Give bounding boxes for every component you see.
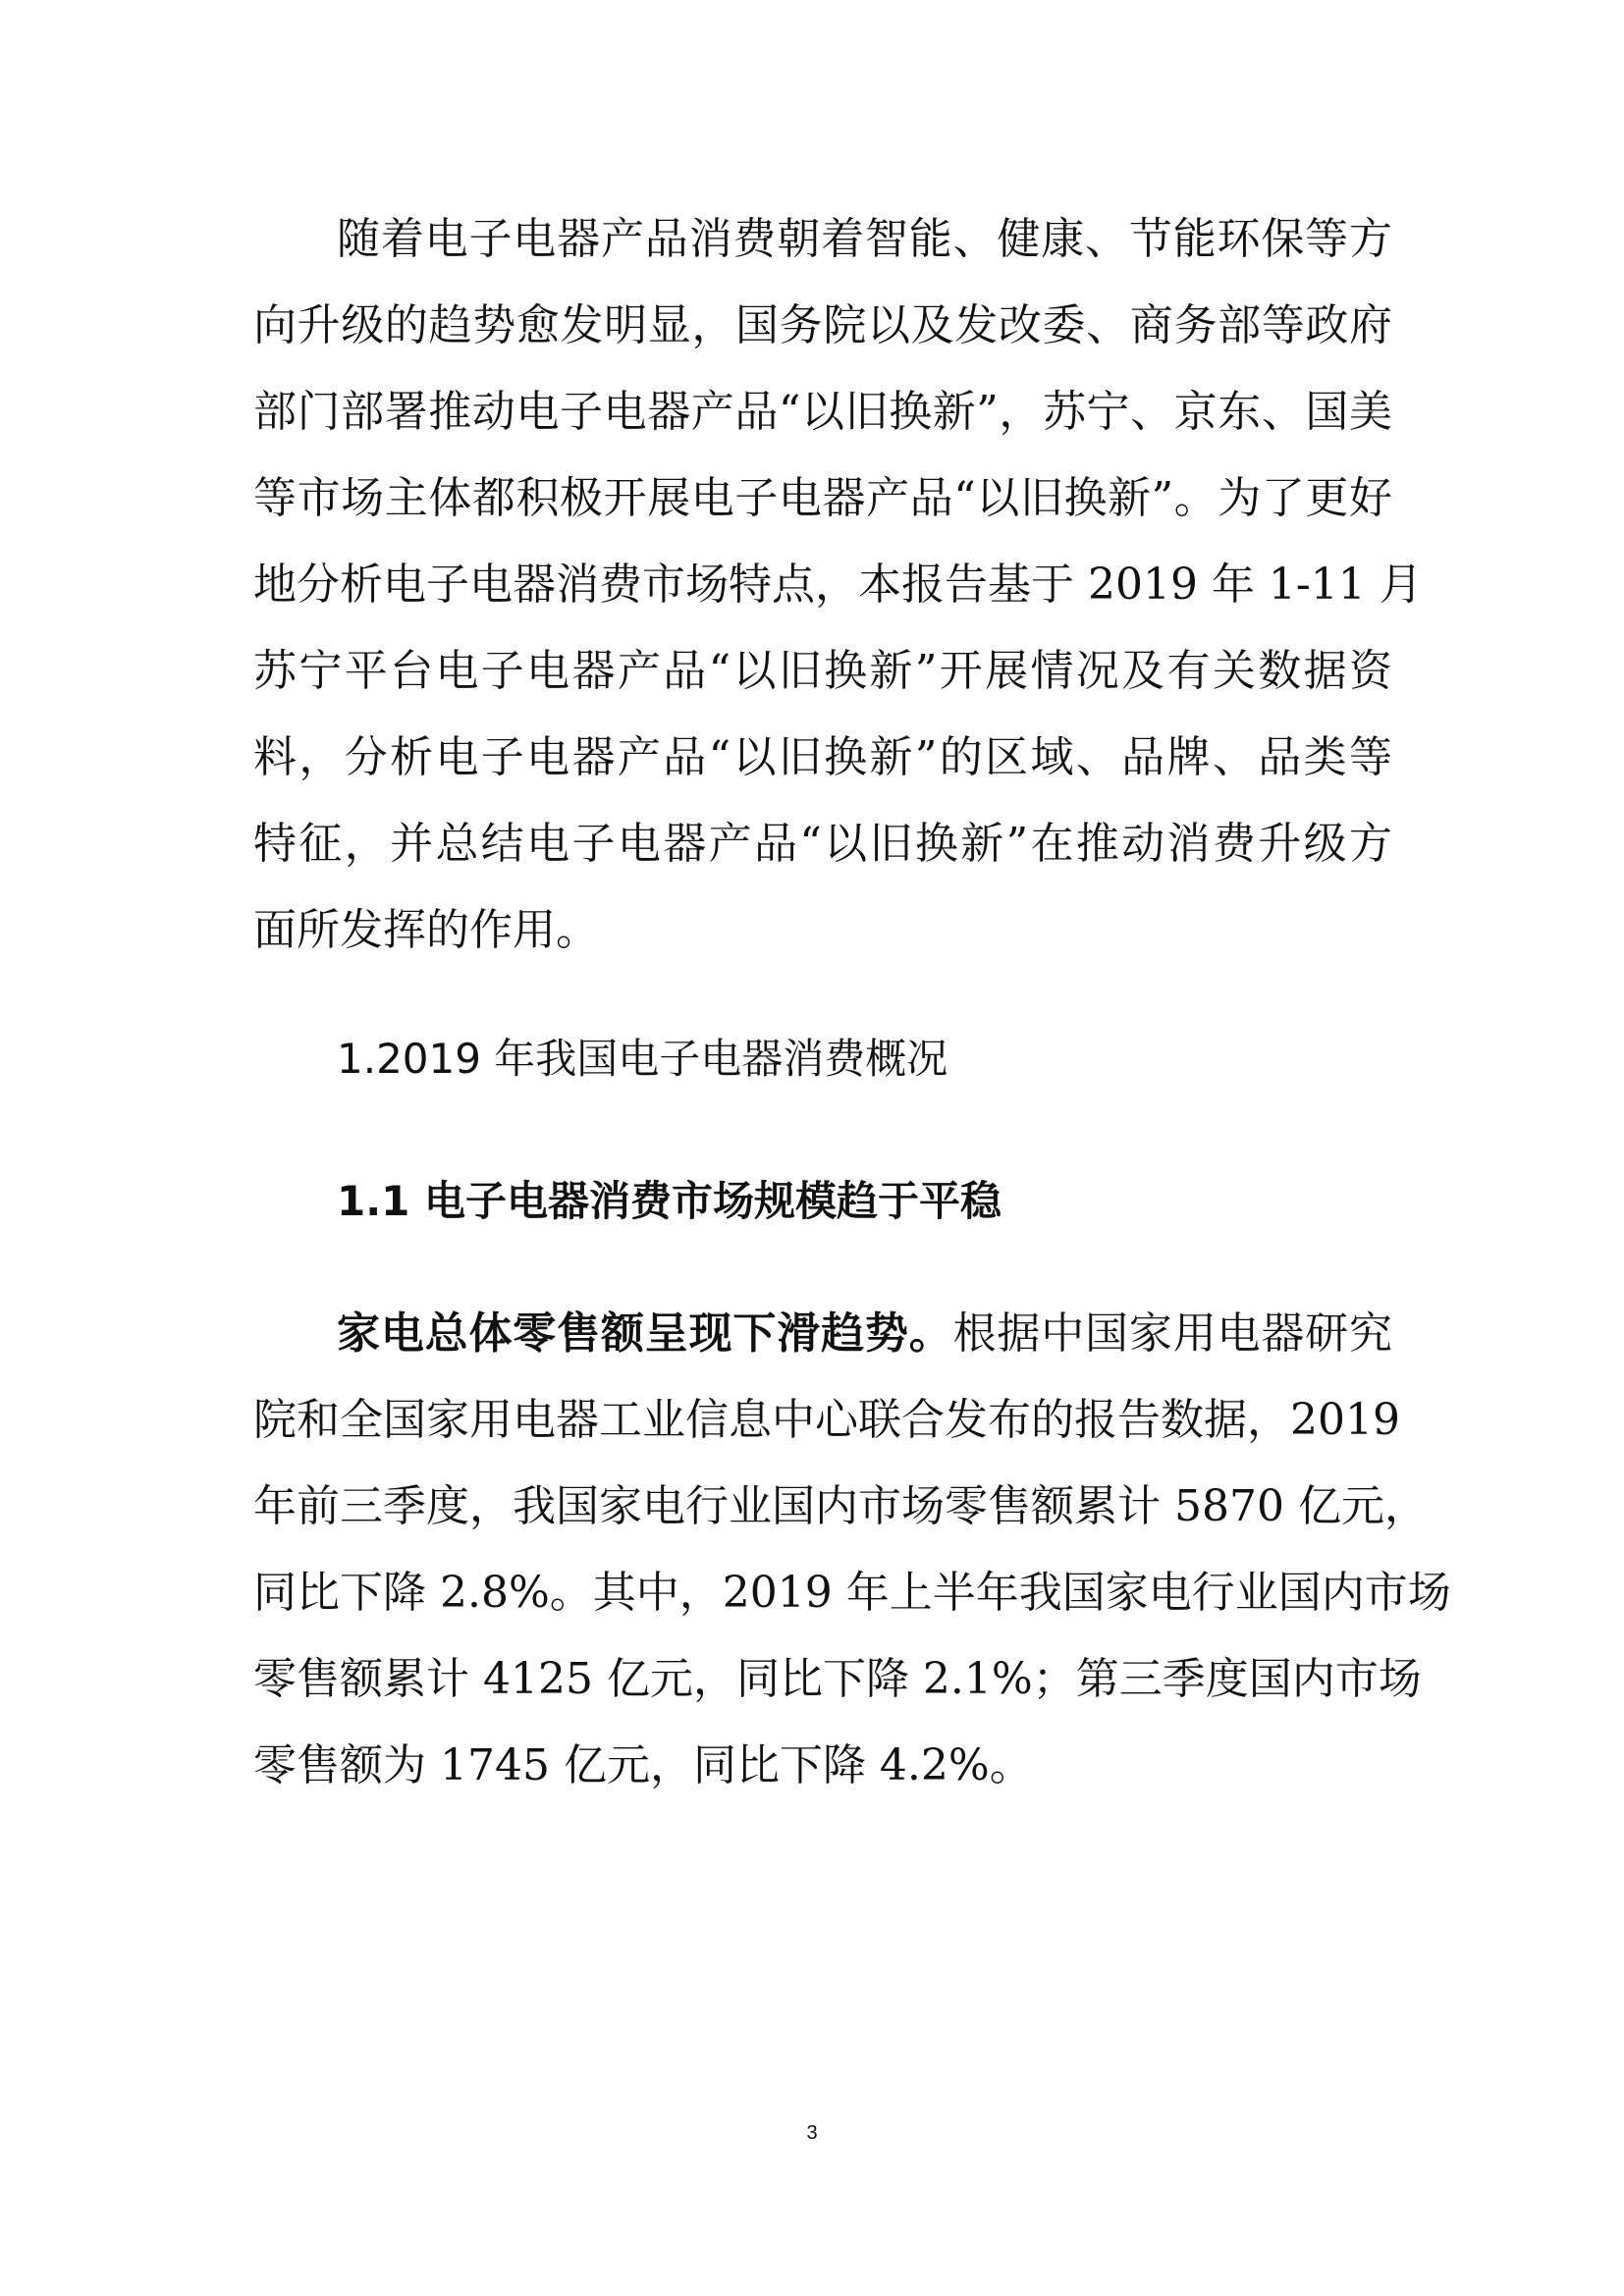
intro-line-8: 特征，并总结电子电器产品“以旧换新”在推动消费升级方 <box>253 819 1392 869</box>
intro-line-4: 等市场主体都积极开展电子电器产品“以旧换新”。为了更好 <box>253 473 1392 523</box>
section-1-1-line-5: 零售额累计 4125 亿元，同比下降 2.1%；第三季度国内市场 <box>253 1654 1422 1704</box>
section-1-1-line-6: 零售额为 1745 亿元，同比下降 4.2%。 <box>253 1740 1033 1790</box>
intro-line-5: 地分析电子电器消费市场特点，本报告基于 2019 年 1-11 月 <box>253 560 1423 610</box>
intro-line-6: 苏宁平台电子电器产品“以旧换新”开展情况及有关数据资 <box>253 646 1392 696</box>
lead-continuation: 根据中国家用电器研究 <box>952 1308 1393 1359</box>
section-1-1-line-1 <box>337 1308 1393 1359</box>
intro-line-1: 随着电子电器产品消费朝着智能、健康、节能环保等方 <box>337 214 1392 264</box>
intro-line-2: 向升级的趋势愈发明显，国务院以及发改委、商务部等政府 <box>253 300 1392 350</box>
section-heading-1-1: 1.1 电子电器消费市场规模趋于平稳 <box>337 1177 1002 1225</box>
section-1-1-line-2: 院和全国家用电器工业信息中心联合发布的报告数据，2019 <box>253 1395 1400 1445</box>
page-number: 3 <box>806 2122 818 2144</box>
intro-line-7: 料，分析电子电器产品“以旧换新”的区域、品牌、品类等 <box>253 732 1392 782</box>
section-1-1-line-3: 年前三季度，我国家电行业国内市场零售额累计 5870 亿元， <box>253 1481 1428 1531</box>
intro-line-9: 面所发挥的作用。 <box>253 905 599 955</box>
section-1-1-line-4: 同比下降 2.8%。其中，2019 年上半年我国家电行业国内市场 <box>253 1568 1451 1618</box>
section-heading-1: 1.2019 年我国电子电器消费概况 <box>337 1035 948 1083</box>
lead-sentence: 家电总体零售额呈现下滑趋势。 <box>337 1308 953 1359</box>
intro-line-3: 部门部署推动电子电器产品“以旧换新”，苏宁、京东、国美 <box>253 387 1392 437</box>
